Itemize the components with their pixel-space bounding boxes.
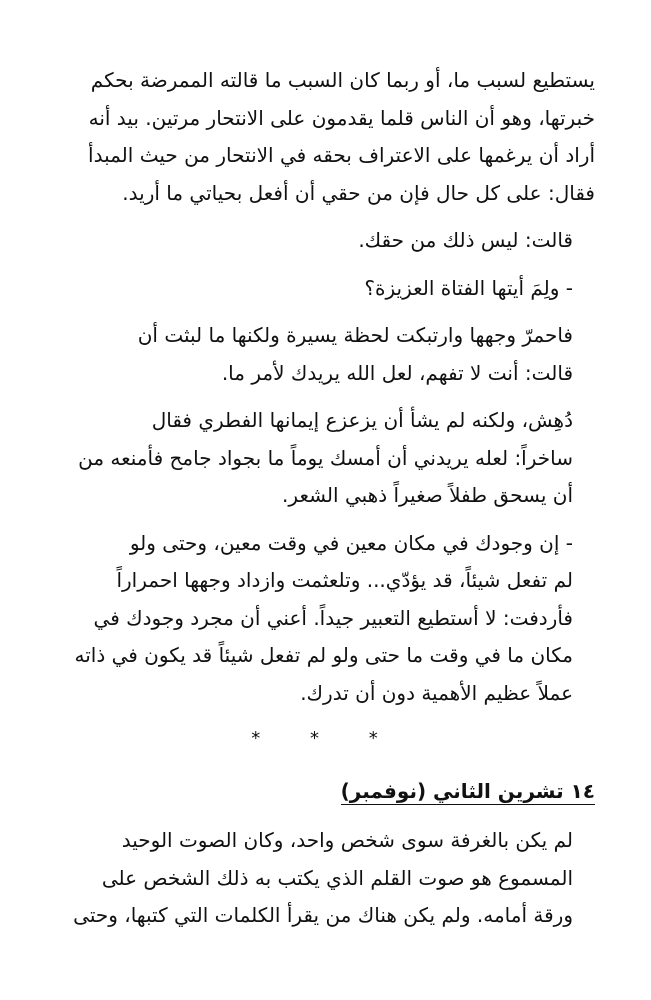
text-line: فاحمرّ وجهها وارتبكت لحظة يسيرة ولكنها ما لبثت أن — [137, 323, 573, 347]
paragraph-4 — [56, 317, 595, 392]
section-paragraph — [56, 822, 595, 935]
text-line: قالت: أنت لا تفهم، لعل الله يريدك لأمر ما. — [221, 360, 573, 385]
text-line: المسموع هو صوت القلم الذي يكتب به ذلك الشخص على — [101, 865, 573, 890]
section-heading — [56, 774, 595, 808]
section-heading-text: ١٤ تشرين الثاني (نوفمبر) — [340, 779, 595, 803]
text-line: أراد أن يرغمها على الاعتراف بحقه في الانتحار من حيث المبدأ — [88, 143, 595, 167]
text-line: لم يكن بالغرفة سوى شخص واحد، وكان الصوت الوحيد — [121, 828, 573, 852]
paragraph-5 — [56, 402, 595, 515]
text-line: - ولِمَ أيتها الفتاة العزيزة؟ — [364, 275, 573, 300]
paragraph-6 — [56, 525, 595, 713]
text-line: فقال: على كل حال فإن من حقي أن أفعل بحياتي ما أريد. — [122, 180, 595, 205]
book-page — [56, 62, 595, 945]
text-line: دُهِش، ولكنه لم يشأ أن يزعزع إيمانها الفطري فقال — [151, 408, 573, 432]
section-separator: * * * — [251, 728, 400, 749]
text-line: يستطيع لسبب ما، أو ربما كان السبب ما قالته الممرضة بحكم — [90, 68, 595, 92]
text-line: فأردفت: لا أستطيع التعبير جيداً. أعني أن مجرد وجودك في — [93, 605, 573, 630]
paragraph-1 — [56, 62, 595, 212]
text-line: مكان ما في وقت ما حتى ولو لم تفعل شيئاً قد يكون في ذاته — [74, 643, 573, 667]
text-line: أن يسحق طفلاً صغيراً ذهبي الشعر. — [282, 483, 573, 507]
text-line: ورقة أمامه. ولم يكن هناك من يقرأ الكلمات التي كتبها، وحتى — [73, 903, 573, 927]
text-line: لم تفعل شيئاً، قد يؤدّي... وتلعثمت وازداد وجهها احمراراً — [116, 568, 573, 592]
text-line: عملاً عظيم الأهمية دون أن تدرك. — [300, 680, 573, 705]
paragraph-3 — [56, 270, 595, 308]
text-line: - إن وجودك في مكان معين في وقت معين، وحتى ولو — [129, 530, 573, 555]
paragraph-2 — [56, 222, 595, 260]
text-line: خبرتها، وهو أن الناس قلما يقدمون على الانتحار مرتين. بيد أنه — [88, 105, 595, 130]
text-line: ساخراً: لعله يريدني أن أمسك يوماً ما بجواد جامح فأمنعه من — [78, 445, 573, 470]
text-line: قالت: ليس ذلك من حقك. — [358, 228, 573, 252]
